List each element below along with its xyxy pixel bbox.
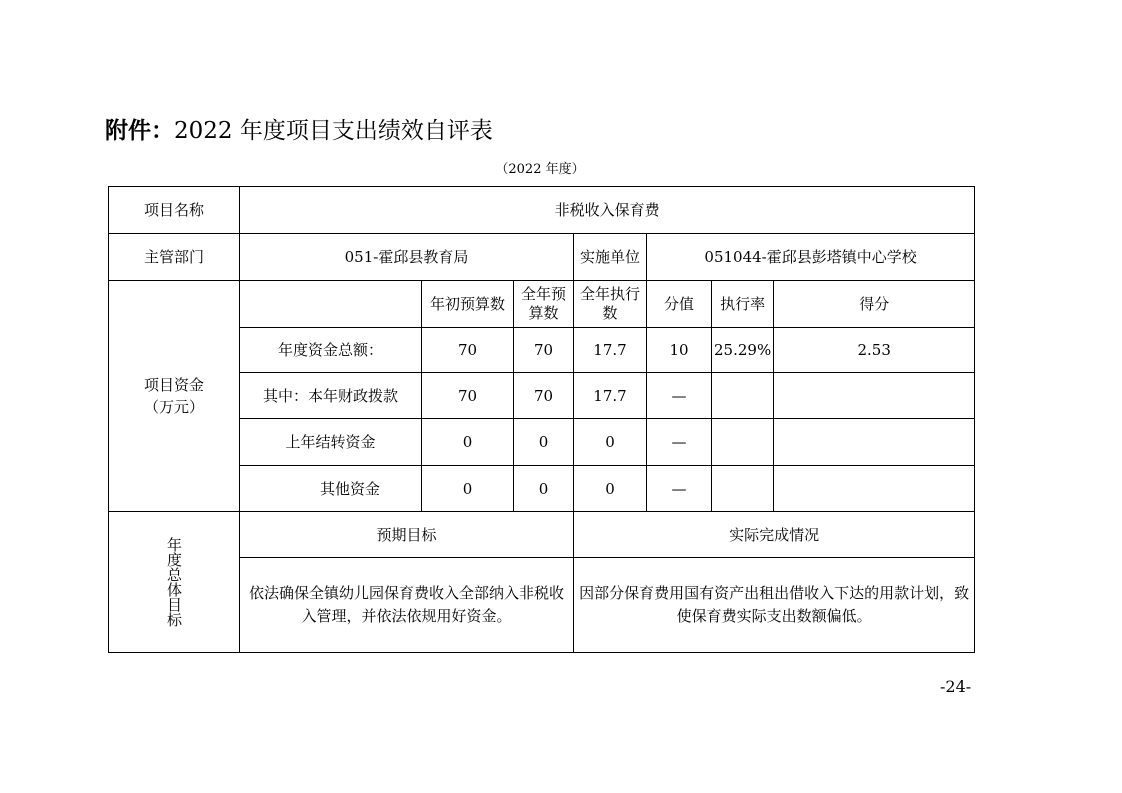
department-label: 主管部门 [109, 234, 240, 281]
row-label: 其中：本年财政拨款 [240, 373, 422, 419]
cell-rate [712, 373, 774, 419]
cell-annual: 70 [514, 373, 574, 419]
header-score: 得分 [774, 281, 975, 328]
cell-score-value: 10 [647, 328, 712, 373]
actual-completion-text: 因部分保育费用国有资产出租出借收入下达的用款计划，致使保育费实际支出数额偏低。 [574, 558, 975, 653]
cell-initial: 70 [422, 328, 514, 373]
cell-initial: 0 [422, 466, 514, 512]
header-blank [240, 281, 422, 328]
cell-score-value: — [647, 466, 712, 512]
header-annual-budget: 全年预 算数 [514, 281, 574, 328]
title-prefix: 附件： [105, 118, 174, 144]
cell-score: 2.53 [774, 328, 975, 373]
cell-initial: 0 [422, 419, 514, 466]
cell-executed: 0 [574, 419, 647, 466]
cell-rate: 25.29% [712, 328, 774, 373]
row-label: 其他资金 [240, 466, 422, 512]
cell-annual: 70 [514, 328, 574, 373]
header-executed: 全年执行 数 [574, 281, 647, 328]
title-text: 2022 年度项目支出绩效自评表 [174, 118, 493, 144]
performance-evaluation-table [108, 186, 975, 653]
row-label: 年度资金总额： [240, 328, 422, 373]
page-title [105, 112, 493, 145]
cell-score-value: — [647, 373, 712, 419]
cell-score [774, 419, 975, 466]
cell-rate [712, 466, 774, 512]
unit-label: 实施单位 [574, 234, 647, 281]
goal-label-cell [109, 512, 240, 653]
project-name-label: 项目名称 [109, 187, 240, 234]
cell-executed: 0 [574, 466, 647, 512]
cell-rate [712, 419, 774, 466]
actual-completion-header: 实际完成情况 [574, 512, 975, 558]
header-score-value: 分值 [647, 281, 712, 328]
cell-annual: 0 [514, 466, 574, 512]
department-value: 051-霍邱县教育局 [240, 234, 574, 281]
unit-value: 051044-霍邱县彭塔镇中心学校 [647, 234, 975, 281]
funds-label: 项目资金 （万元） [109, 281, 240, 512]
goal-label: 年度总体目标 [165, 537, 183, 627]
cell-score [774, 466, 975, 512]
row-label: 上年结转资金 [240, 419, 422, 466]
cell-initial: 70 [422, 373, 514, 419]
header-execution-rate: 执行率 [712, 281, 774, 328]
cell-executed: 17.7 [574, 373, 647, 419]
cell-score-value: — [647, 419, 712, 466]
page-subtitle: （2022 年度） [495, 162, 585, 177]
expected-goal-text: 依法确保全镇幼儿园保育费收入全部纳入非税收入管理，并依法依规用好资金。 [240, 558, 574, 653]
cell-score [774, 373, 975, 419]
page-number: -24- [940, 677, 972, 696]
cell-executed: 17.7 [574, 328, 647, 373]
header-initial-budget: 年初预算数 [422, 281, 514, 328]
cell-annual: 0 [514, 419, 574, 466]
expected-goal-header: 预期目标 [240, 512, 574, 558]
project-name-value: 非税收入保育费 [240, 187, 975, 234]
